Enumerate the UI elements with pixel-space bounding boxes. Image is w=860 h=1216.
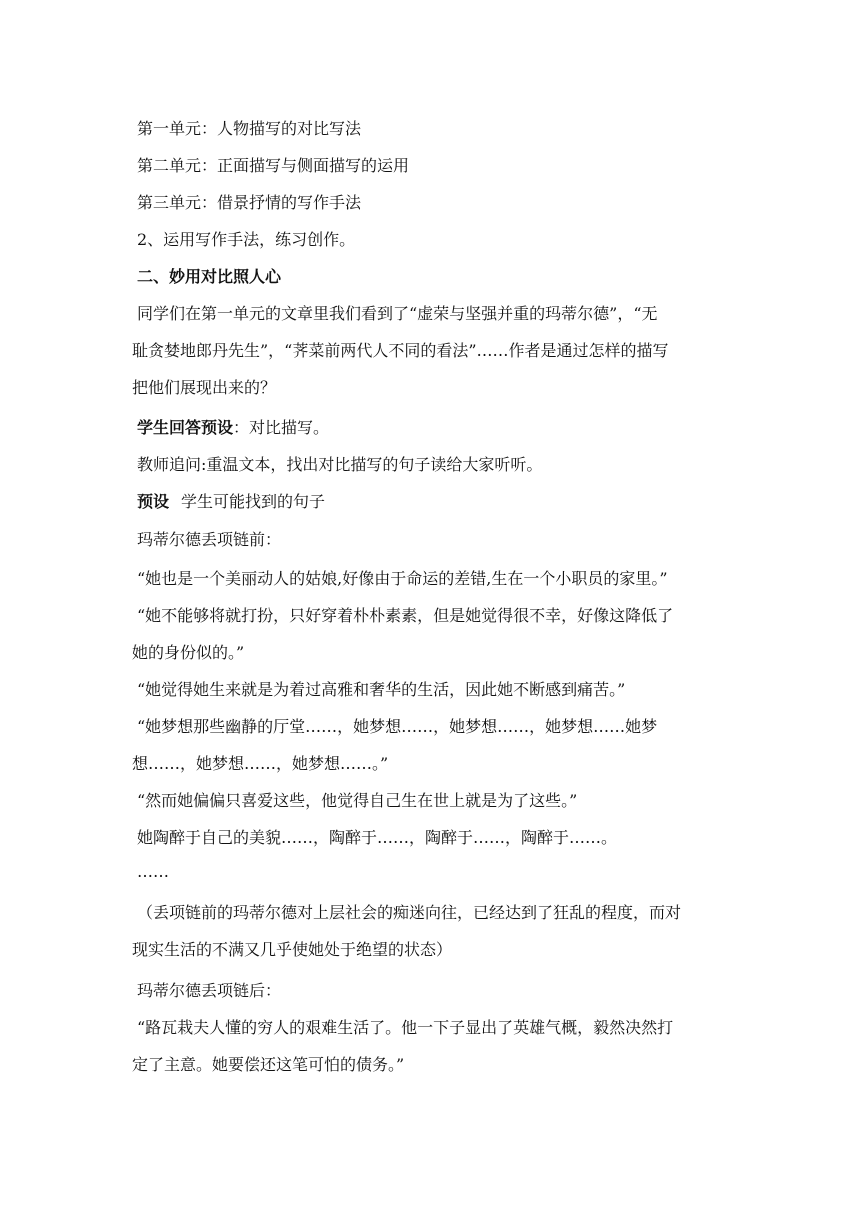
preset-text: 学生可能找到的句子	[181, 492, 326, 511]
intro-line-3: 把他们展现出来的？	[132, 378, 277, 397]
analysis-line-2: 现实生活的不满又几乎使她处于绝望的状态）	[132, 940, 453, 959]
student-answer-line	[137, 418, 737, 438]
quote-before-2-line-1: “她不能够将就打扮，只好穿着朴朴素素，但是她觉得很不幸，好像这降低了	[137, 606, 674, 625]
quote-before-6: 她陶醉于自己的美貌……，陶醉于……，陶醉于……，陶醉于……。	[137, 828, 618, 847]
preset-line	[137, 492, 737, 512]
unit-3-line: 第三单元：借景抒情的写作手法	[137, 193, 362, 212]
section-heading: 二、妙用对比照人心	[137, 267, 282, 286]
student-answer-text: ：对比描写。	[233, 418, 330, 437]
quote-before-4-line-2: 想……，她梦想……，她梦想……。”	[132, 754, 389, 773]
teacher-followup-line: 教师追问:重温文本，找出对比描写的句子读给大家听听。	[137, 455, 543, 474]
intro-line-1: 同学们在第一单元的文章里我们看到了“虚荣与坚强并重的玛蒂尔德”，“无	[137, 304, 658, 323]
quote-after-1-line-2: 定了主意。她要偿还这笔可怕的债务。”	[132, 1055, 405, 1074]
unit-1-line: 第一单元：人物描写的对比写法	[137, 119, 362, 138]
quote-after-1-line-1: “路瓦栽夫人懂的穷人的艰难生活了。他一下子显出了英雄气概，毅然决然打	[137, 1018, 674, 1037]
unit-2-line: 第二单元：正面描写与侧面描写的运用	[137, 156, 410, 175]
ellipsis-line: ……	[137, 862, 169, 881]
step-2-line: 2、运用写作手法，练习创作。	[137, 230, 356, 249]
quote-before-1: “她也是一个美丽动人的姑娘,好像由于命运的差错,生在一个小职员的家里。”	[137, 569, 668, 588]
analysis-line-1: （丢项链前的玛蒂尔德对上层社会的痴迷向往，已经达到了狂乱的程度，而对	[137, 903, 682, 922]
quote-before-4-line-1: “她梦想那些幽静的厅堂……，她梦想……，她梦想……，她梦想……她梦	[137, 717, 658, 736]
quote-before-2-line-2: 她的身份似的。”	[132, 643, 245, 662]
before-heading: 玛蒂尔德丢项链前：	[137, 530, 282, 549]
quote-before-5: “然而她偏偏只喜爱这些，他觉得自己生在世上就是为了这些。”	[137, 791, 578, 810]
student-answer-label: 学生回答预设	[137, 418, 234, 437]
intro-line-2: 耻贪婪地郎丹先生”，“荠菜前两代人不同的看法”……作者是通过怎样的描写	[132, 341, 669, 360]
preset-label: 预设	[137, 492, 170, 511]
quote-before-3: “她觉得她生来就是为着过高雅和奢华的生活，因此她不断感到痛苦。”	[137, 680, 626, 699]
after-heading: 玛蒂尔德丢项链后：	[137, 981, 282, 1000]
